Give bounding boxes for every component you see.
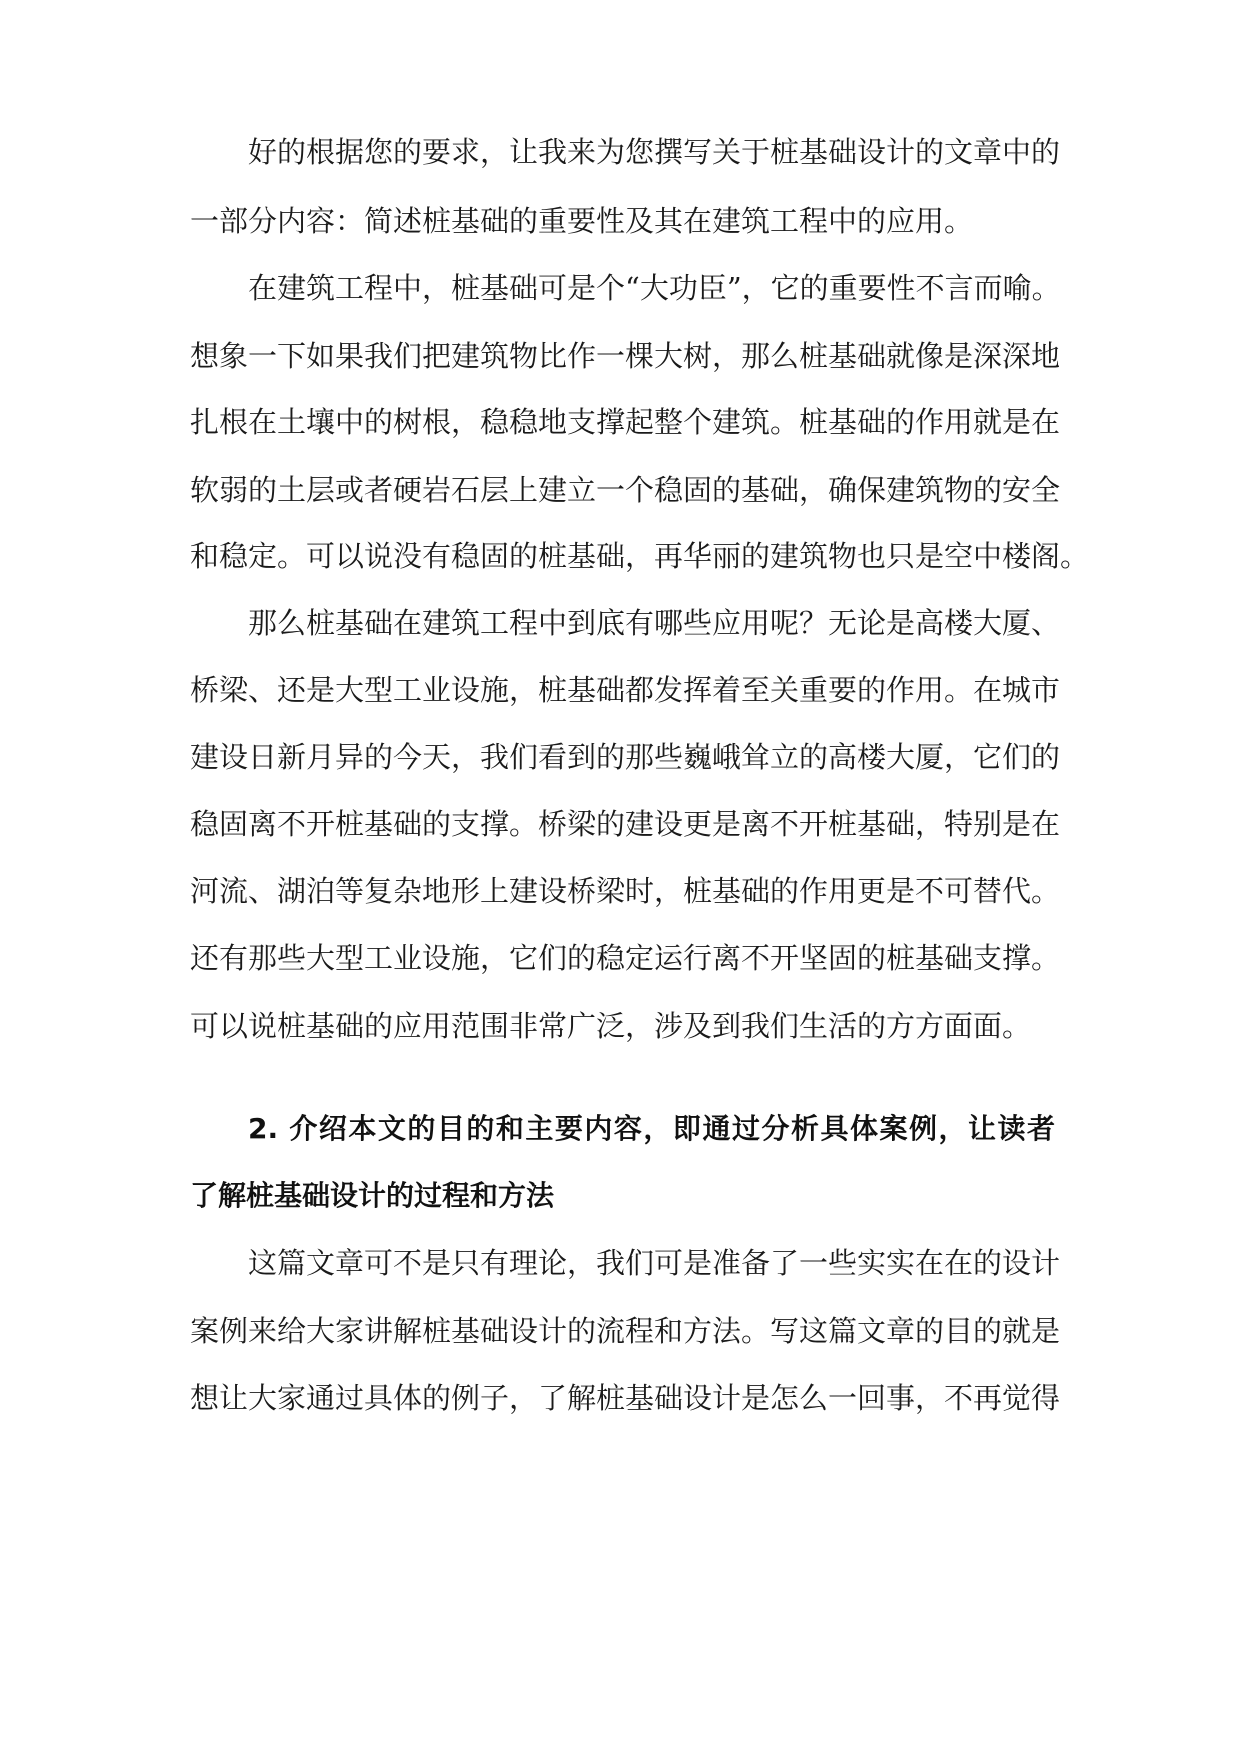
paragraph-2-line-1: 在建筑工程中，桩基础可是个“大功臣”，它的重要性不言而喻。 bbox=[248, 271, 1061, 305]
paragraph-3-line-4: 稳固离不开桩基础的支撑。桥梁的建设更是离不开桩基础，特别是在 bbox=[190, 807, 1061, 841]
paragraph-3-line-7: 可以说桩基础的应用范围非常广泛，涉及到我们生活的方方面面。 bbox=[190, 1009, 1032, 1043]
paragraph-3-line-1: 那么桩基础在建筑工程中到底有哪些应用呢？无论是高楼大厦、 bbox=[248, 606, 1061, 640]
paragraph-4-line-2: 案例来给大家讲解桩基础设计的流程和方法。写这篇文章的目的就是 bbox=[190, 1314, 1061, 1348]
paragraph-4-line-1: 这篇文章可不是只有理论，我们可是准备了一些实实在在的设计 bbox=[248, 1246, 1061, 1280]
section-heading-line-1: 2. 介绍本文的目的和主要内容，即通过分析具体案例，让读者 bbox=[248, 1112, 1055, 1145]
paragraph-2-line-2: 想象一下如果我们把建筑物比作一棵大树，那么桩基础就像是深深地 bbox=[190, 339, 1061, 373]
paragraph-3-line-6: 还有那些大型工业设施，它们的稳定运行离不开坚固的桩基础支撑。 bbox=[190, 941, 1061, 975]
paragraph-2-line-3: 扎根在土壤中的树根，稳稳地支撑起整个建筑。桩基础的作用就是在 bbox=[190, 405, 1061, 439]
paragraph-1-line-2: 一部分内容：简述桩基础的重要性及其在建筑工程中的应用。 bbox=[190, 204, 974, 238]
paragraph-3-line-2: 桥梁、还是大型工业设施，桩基础都发挥着至关重要的作用。在城市 bbox=[190, 673, 1061, 707]
paragraph-2-line-4: 软弱的土层或者硬岩石层上建立一个稳固的基础，确保建筑物的安全 bbox=[190, 473, 1061, 507]
paragraph-2-line-5: 和稳定。可以说没有稳固的桩基础，再华丽的建筑物也只是空中楼阁。 bbox=[190, 539, 1090, 573]
paragraph-1-line-1: 好的根据您的要求，让我来为您撰写关于桩基础设计的文章中的 bbox=[248, 135, 1061, 169]
section-heading-line-2: 了解桩基础设计的过程和方法 bbox=[190, 1179, 555, 1212]
paragraph-3-line-3: 建设日新月异的今天，我们看到的那些巍峨耸立的高楼大厦，它们的 bbox=[190, 740, 1061, 774]
paragraph-3-line-5: 河流、湖泊等复杂地形上建设桥梁时，桩基础的作用更是不可替代。 bbox=[190, 874, 1061, 908]
paragraph-4-line-3: 想让大家通过具体的例子，了解桩基础设计是怎么一回事，不再觉得 bbox=[190, 1381, 1061, 1415]
